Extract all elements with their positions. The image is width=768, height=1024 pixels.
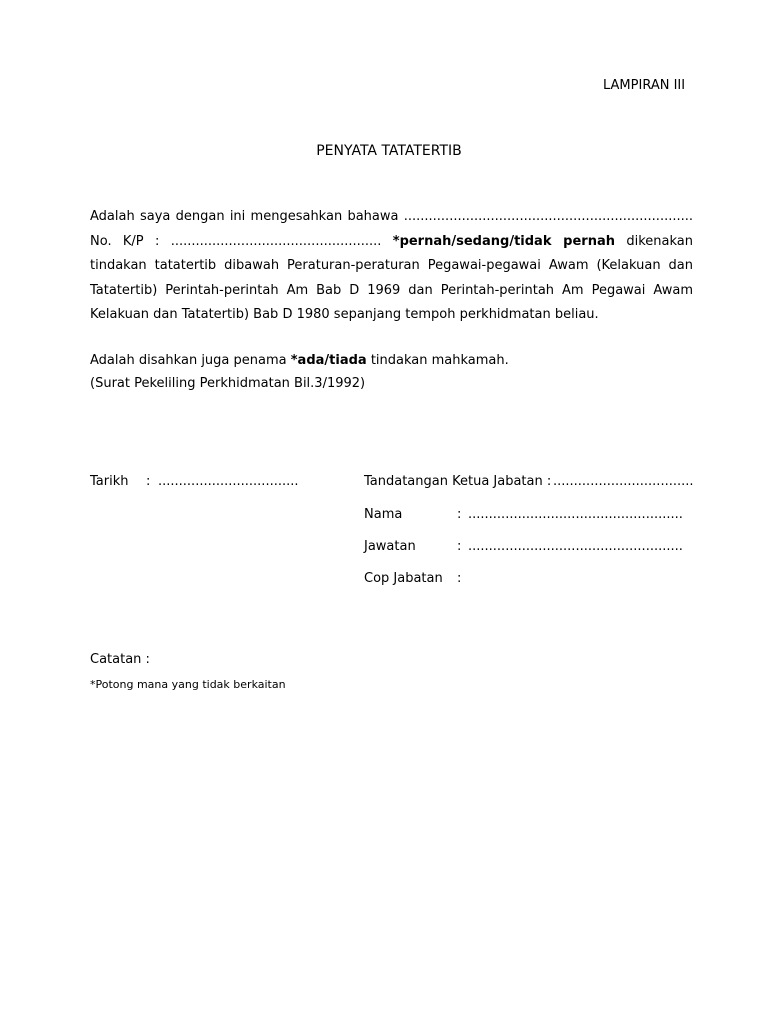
declaration-line-1 [90, 205, 693, 230]
declaration-line-5: Kelakuan dan Tatatertib) Bab D 1980 sepanjang tempoh perkhidmatan beliau. [90, 307, 599, 322]
strike-out-note: *Potong mana yang tidak berkaitan [90, 678, 286, 691]
declaration-line-3: tindakan tatatertib dibawah Peraturan-peraturan Pegawai-pegawai Awam (Kelakuan dan [90, 258, 693, 273]
name-label: Nama [364, 507, 403, 522]
status-options: *pernah/sedang/tidak pernah [392, 233, 615, 249]
position-fill-dots: .................................................... [468, 539, 683, 554]
declaration-intro: Adalah saya dengan ini mengesahkan bahawa [90, 209, 399, 224]
court-action-options: *ada/tiada [290, 353, 367, 368]
court-action-prefix: Adalah disahkan juga penama [90, 353, 287, 368]
signature-fill-dots: .................................. [553, 474, 694, 489]
document-title: PENYATA TATATERTIB [316, 143, 462, 159]
date-colon: : [146, 474, 151, 489]
signature-label: Tandatangan Ketua Jabatan : [364, 474, 552, 489]
ic-fill-dots: ................................................... [170, 233, 382, 249]
court-action-suffix: tindakan mahkamah. [370, 353, 509, 368]
stamp-colon: : [457, 571, 462, 586]
name-colon: : [457, 507, 462, 522]
lampiran-label: LAMPIRAN III [603, 78, 686, 93]
position-label: Jawatan [364, 539, 416, 554]
name-signatory-dots: .................................................... [468, 507, 683, 522]
date-fill-dots: .................................. [158, 474, 299, 489]
declaration-line-2 [90, 230, 693, 255]
court-action-line [90, 353, 509, 368]
name-fill-dots: ...................................................................... [403, 209, 693, 224]
position-colon: : [457, 539, 462, 554]
stamp-label: Cop Jabatan [364, 571, 443, 586]
circular-reference: (Surat Pekeliling Perkhidmatan Bil.3/1992) [90, 376, 366, 391]
declaration-line-4: Tatatertib) Perintah-perintah Am Bab D 1969 dan Perintah-perintah Am Pegawai Awam [90, 282, 693, 298]
notes-label: Catatan : [90, 652, 150, 667]
ic-label: No. K/P : [90, 233, 160, 249]
declaration-line-2-suffix: dikenakan [626, 233, 693, 249]
declaration-paragraph [90, 205, 693, 328]
date-label: Tarikh [90, 474, 129, 489]
